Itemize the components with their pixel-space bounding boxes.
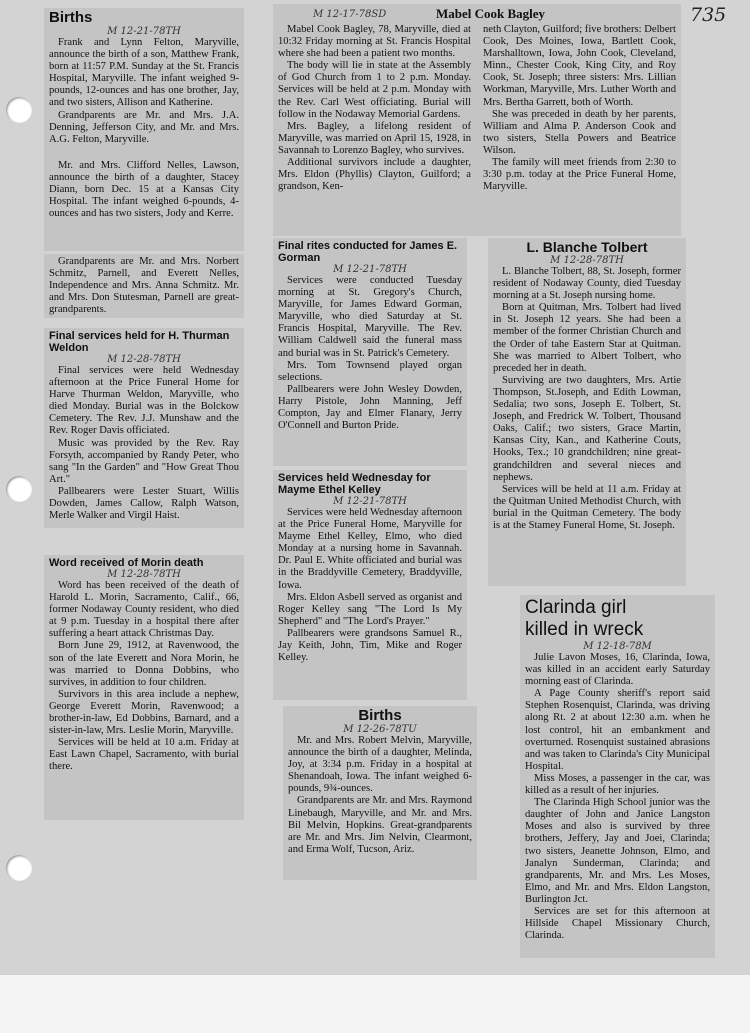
tolbert-clipping bbox=[488, 238, 686, 586]
handwritten-date: M 12-18-78M bbox=[583, 641, 652, 652]
paragraph: Frank and Lynn Felton, Maryville, announce the birth of a son, Matthew Frank, born at 11:57 P.M. Sunday at the St. Francis Hospital, Maryville. The infant weighed 9-pounds, 12-ounces and has one brother, Jay, and two sisters, Allison and Katherine. bbox=[49, 37, 239, 109]
kelley-heading: Services held Wednesday for Mayme Ethel Kelley bbox=[278, 472, 431, 496]
handwritten-date: M 12-26-78TU bbox=[343, 724, 417, 735]
paragraph: Final services were held Wednesday afternoon at the Price Funeral Home for Harve Thurman Weldon, Maryville, who died Monday. Burial was in the Bolckow Cemetery. The Rev. J.J. Munshaw and the Rev. Roger Davis officiated. bbox=[49, 365, 239, 437]
paragraph: Services were held Wednesday afternoon at the Price Funeral Home, Maryville for Mayme Ethel Kelley, Elmo, who died Monday at a nursing home in Savannah. Dr. Paul E. White officiated and burial was in the Braddyville Cemetery, Braddyville, Iowa. bbox=[278, 507, 462, 591]
handwritten-date: M 12-28-78TH bbox=[550, 255, 624, 266]
paragraph: Pallbearers were Lester Stuart, Willis Dowden, James Callow, Ralph Watson, Merle Walker and Virgil Haist. bbox=[49, 485, 239, 522]
handwritten-date: M 12-21-78TH bbox=[333, 264, 407, 275]
paragraph: Word has been received of the death of Harold L. Morin, Sacramento, Calif., 66, former Nodaway County resident, who died at 9 p.m. Tuesday in a hospital there after suffering a heart attack Christmas Day. bbox=[49, 580, 239, 640]
paragraph: Grandparents are Mr. and Mrs. Norbert Schmitz, Parnell, and Everett Nelles, Independence and Mrs. Anna Schmitz. Mr. and Mrs. Don Stutesman, Parnell are great-grandparents. bbox=[49, 256, 239, 316]
binder-hole bbox=[6, 476, 32, 502]
paragraph: Julie Lavon Moses, 16, Clarinda, Iowa, was killed in an accident early Saturday morning east of Clarinda. bbox=[525, 652, 710, 688]
paragraph: A Page County sheriff's report said Stephen Rosenquist, Clarinda, was driving along Rt. 2 at about 12:30 a.m. when he lost control, hit an embankment and overturned. Rosenquist sustained abrasions and was taken to Clarinda's City Municipal Hospital. bbox=[525, 688, 710, 772]
births-clipping-2 bbox=[283, 706, 477, 880]
handwritten-date: M 12-21-78TH bbox=[333, 496, 407, 507]
paragraph: Services will be held at 10 a.m. Friday at East Lawn Chapel, Sacramento, with burial there. bbox=[49, 737, 239, 773]
paragraph: Surviving are two daughters, Mrs. Artie Thompson, St.Joseph, and Edith Lowman, Sedalia; two sons, Joseph E. Tolbert, St. Joseph, and Fredrick W. Tolbert, Thousand Oaks, Calif.; two sisters, Grace Martin, Kansas City, Kan., and Katherine Couts, Hooks, Tex.; 10 grandchildren; nine great-grandchildren and several nieces and nephews. bbox=[493, 374, 681, 483]
clarinda-clipping bbox=[520, 595, 715, 958]
paragraph: Grandparents are Mr. and Mrs. J.A. Denning, Jefferson City, and Mr. and Mrs. A.G. Felton, Maryville. bbox=[49, 109, 239, 145]
paragraph: Mrs. Bagley, a lifelong resident of Maryville, was married on April 15, 1928, in Savannah to Lorenzo Bagley, who survives. bbox=[278, 120, 471, 156]
paragraph: Services are set for this afternoon at Hillside Chapel Missionary Church, Clarinda. bbox=[525, 905, 710, 942]
paragraph: Additional survivors include a daughter, Mrs. Eldon (Phyllis) Clayton, Guilford; a grandson, Ken- bbox=[278, 157, 471, 193]
births-heading: Births bbox=[358, 707, 402, 724]
weldon-clipping bbox=[44, 328, 244, 528]
paragraph: Mrs. Tom Townsend played organ selections. bbox=[278, 359, 462, 383]
paragraph: The family will meet friends from 2:30 to 3:30 p.m. today at the Price Funeral Home, Maryville. bbox=[483, 157, 676, 193]
kelley-clipping bbox=[273, 470, 467, 700]
paragraph: Survivors in this area include a nephew, George Everett Morin, Ravenwood; a brother-in-law, Ed Dobbins, Barnard, and a sister-in-law, Mrs. Leslie Morin, Maryville. bbox=[49, 688, 239, 737]
binder-hole bbox=[6, 855, 32, 881]
paragraph: Miss Moses, a passenger in the car, was killed as a result of her injuries. bbox=[525, 772, 710, 797]
paragraph: L. Blanche Tolbert, 88, St. Joseph, former resident of Nodaway County, died Tuesday morning at a St. Joseph nursing home. bbox=[493, 266, 681, 302]
births-clipping-continued bbox=[44, 254, 244, 318]
bagley-heading: Mabel Cook Bagley bbox=[436, 6, 546, 21]
weldon-heading: Final services held for H. Thurman Weldon bbox=[49, 330, 230, 354]
handwritten-date: M 12-28-78TH bbox=[107, 354, 181, 365]
paragraph: Born June 29, 1912, at Ravenwood, the son of the late Everett and Nora Morin, he was married to Donna Dobbins, who survives, in addition to four children. bbox=[49, 640, 239, 688]
clarinda-heading-line-2: killed in wreck bbox=[525, 619, 644, 640]
births-clipping-1 bbox=[44, 8, 244, 251]
paragraph: Mr. and Mrs. Robert Melvin, Maryville, announce the birth of a daughter, Melinda, Joy, at 3:34 p.m. Friday in a hospital at Shenandoah, Iowa. The infant weighed 6-pounds, 9¾-ounces. bbox=[288, 735, 472, 795]
paragraph: The body will lie in state at the Assembly of God Church from 1 to 2 p.m. Monday. Services will be held at 2 p.m. Monday with the Rev. Carl West officiating. Burial will follow in the Nodaway Memorial Gardens. bbox=[278, 60, 471, 120]
births-heading: Births bbox=[49, 9, 93, 26]
tolbert-heading: L. Blanche Tolbert bbox=[526, 239, 648, 255]
paragraph: Services were conducted Tuesday morning at St. Gregory's Church, Maryville, for James Edward Gorman, Maryville, who died Saturday at St. Francis Hospital, Maryville. The Rev. William Caldwell said the funeral mass and burial was in St. Patrick's Cemetery. bbox=[278, 275, 462, 359]
paragraph: Born at Quitman, Mrs. Tolbert had lived in St. Joseph 12 years. She had been a member of the former Christian Church and the Order of tahe Eastern Star at Quitman. She was married to Albert Tolbert, who preceded her in death. bbox=[493, 302, 681, 374]
paragraph: Music was provided by the Rev. Ray Forsyth, accompanied by Randy Peter, who sang "In the Garden" and "How Great Thou Art." bbox=[49, 437, 239, 485]
clarinda-heading-line-1: Clarinda girl bbox=[525, 597, 627, 618]
background-below-page bbox=[0, 975, 750, 1033]
paragraph: Pallbearers were grandsons Samuel R., Jay Keith, John, Tim, Mike and Roger Kelley. bbox=[278, 627, 462, 664]
bagley-clipping bbox=[273, 4, 681, 236]
paragraph: Mr. and Mrs. Clifford Nelles, Lawson, announce the birth of a daughter, Stacey Diann, born Dec. 15 at a Kansas City Hospital. The infant weighed 6-pounds, 4-ounces and has two sisters, Jody and Kerre. bbox=[49, 159, 239, 220]
morin-clipping bbox=[44, 555, 244, 820]
paragraph: Grandparents are Mr. and Mrs. Raymond Linebaugh, Maryville, and Mr. and Mrs. Bil Melvin, Hopkins. Great-grandparents are Mr. and Mrs. Jim Nelvin, Clearmont, and Erma Wolf, Tucson, Ariz. bbox=[288, 795, 472, 855]
gorman-clipping bbox=[273, 238, 467, 466]
page-number: 735 bbox=[690, 4, 727, 26]
binder-hole bbox=[6, 97, 32, 123]
handwritten-date: M 12-17-78SD bbox=[313, 9, 387, 20]
paragraph: Mrs. Eldon Asbell served as organist and Roger Kelley sang "The Lord Is My Shepherd" and "The Lord's Prayer." bbox=[278, 591, 462, 627]
handwritten-date: M 12-28-78TH bbox=[107, 569, 181, 580]
paragraph: She was preceded in death by her parents, William and Alma P. Anderson Cook and two sisters, Stella Powers and Beatrice Wilson. bbox=[483, 108, 676, 156]
bagley-column-2 bbox=[483, 24, 676, 193]
handwritten-date: M 12-21-78TH bbox=[107, 26, 181, 37]
morin-heading: Word received of Morin death bbox=[49, 557, 204, 569]
paragraph: Services will be held at 11 a.m. Friday at the Quitman United Methodist Church, with burial in the Quitman Cemetery. The body is at the Stamey Funeral Home, St. Joseph. bbox=[493, 483, 681, 531]
gorman-heading: Final rites conducted for James E. Gorman bbox=[278, 240, 458, 264]
paragraph: neth Clayton, Guilford; five brothers: Delbert Cook, Des Moines, Iowa, Bartlett Cook, Marshalltown, Iowa, John Cook, Cleveland, Minn., Chester Cook, King City, and Roy Cook, St. Joseph; three sisters: Mrs. Lillian Workman, Maryville, Mrs. Luther Worth and Mrs. Bertha Garrett, both of Worth. bbox=[483, 24, 676, 108]
paragraph: The Clarinda High School junior was the daughter of John and Janice Langston Moses and also is survived by three brothers, Jeffery, Jay and Joei, Clarinda; two sisters, Jeanette Johnson, Elmo, and Janalyn Sunderman, Clarinda; and grandparents, Mr. and Mrs. Les Moses, Elmo, and Mr. and Mrs. Eldon Langston, Burlington Jct. bbox=[525, 797, 710, 905]
bagley-column-1 bbox=[278, 24, 471, 193]
paragraph: Pallbearers were John Wesley Dowden, Harry Pistole, John Manning, Jeff Compton, Jay and Elmer Flanary, Jerry O'Connell and Burton Pride. bbox=[278, 383, 462, 432]
paragraph: Mabel Cook Bagley, 78, Maryville, died at 10:32 Friday morning at St. Francis Hospital where she had been a patient two months. bbox=[278, 24, 471, 60]
